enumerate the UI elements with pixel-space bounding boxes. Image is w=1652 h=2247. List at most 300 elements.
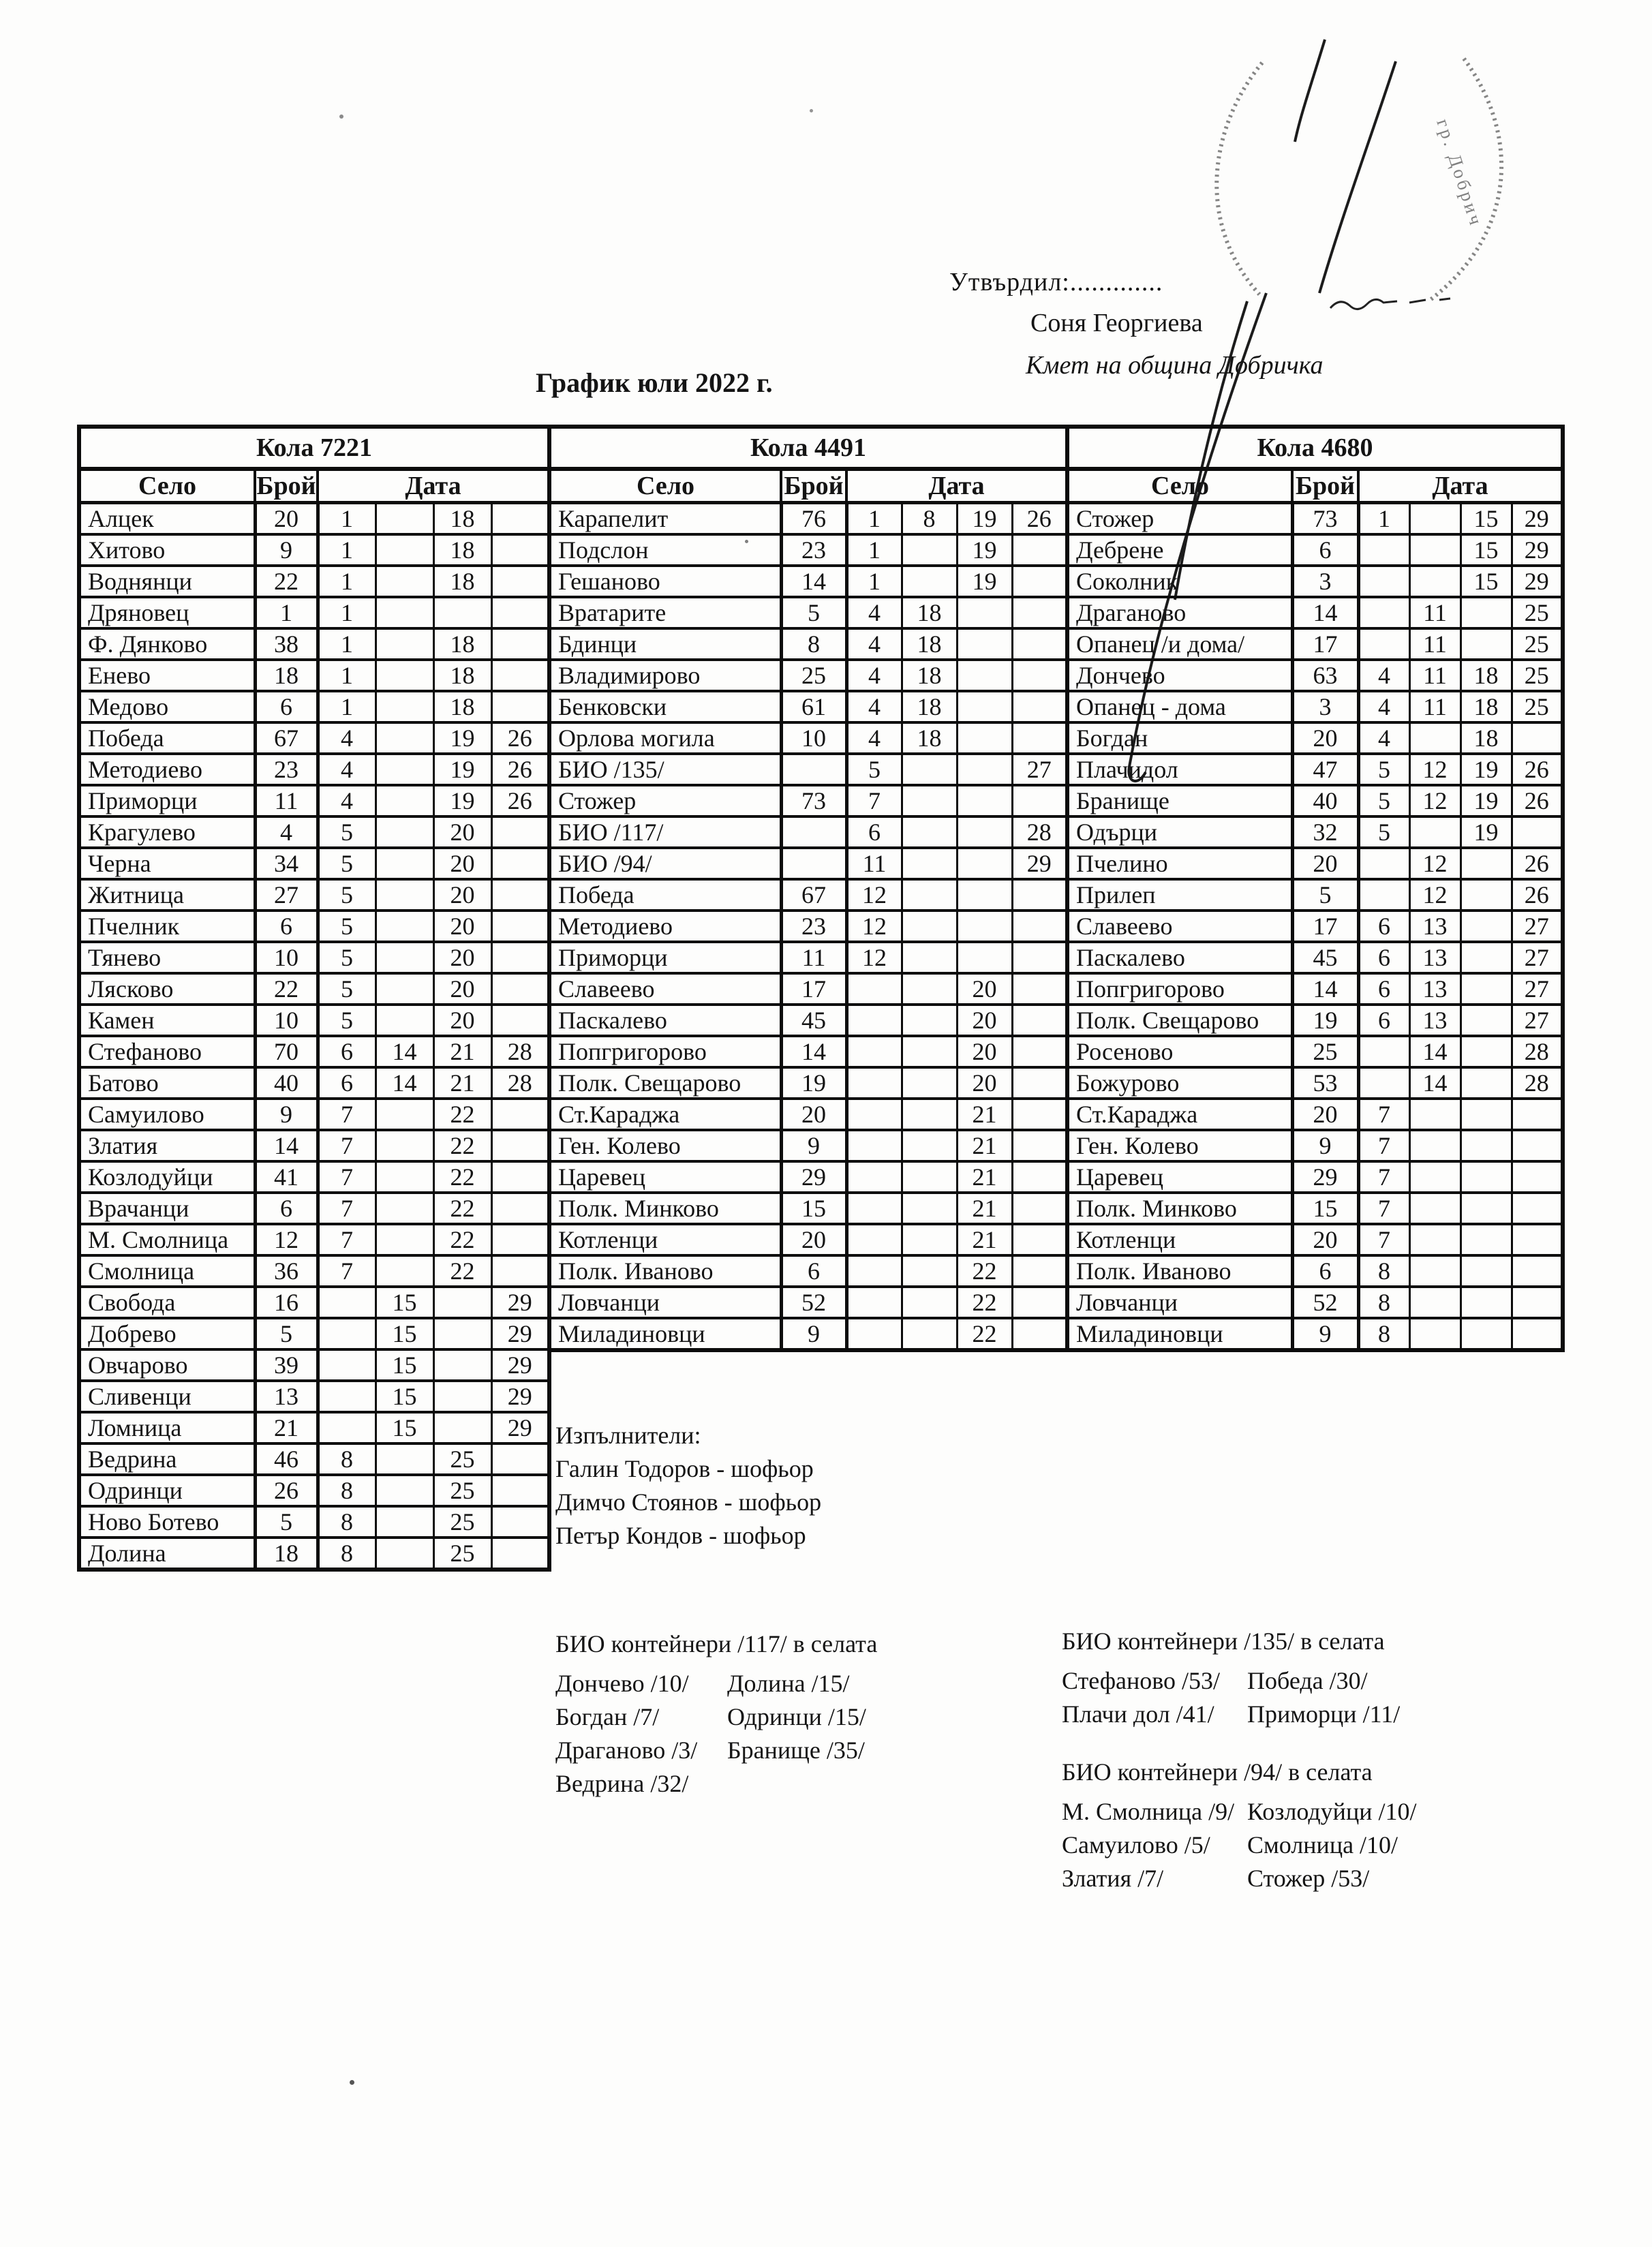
- date-cell: 1: [846, 534, 902, 566]
- schedule-table-kola-7221: [77, 425, 551, 1572]
- date-cell: 8: [1358, 1255, 1409, 1287]
- date-cell: [491, 691, 549, 722]
- table-row: [549, 1067, 1067, 1099]
- count-cell: 29: [1292, 1161, 1358, 1193]
- date-cell: 21: [957, 1161, 1012, 1193]
- village-cell: Полк. Минково: [1067, 1193, 1292, 1224]
- table-row: [79, 1475, 549, 1506]
- date-cell: 4: [846, 660, 902, 691]
- date-cell: 4: [1358, 660, 1409, 691]
- date-cell: [376, 1506, 433, 1538]
- date-cell: 19: [957, 503, 1012, 535]
- date-cell: [491, 597, 549, 628]
- date-cell: 21: [957, 1193, 1012, 1224]
- executors-heading: Изпълнители:: [555, 1422, 701, 1449]
- count-cell: 6: [255, 1193, 318, 1224]
- date-cell: 28: [1012, 816, 1067, 848]
- date-cell: [1012, 691, 1067, 722]
- table-row: [1067, 785, 1563, 816]
- date-cell: [1012, 1005, 1067, 1036]
- date-cell: [376, 660, 433, 691]
- count-cell: 14: [1292, 597, 1358, 628]
- date-cell: 20: [433, 911, 491, 942]
- village-cell: Победа: [549, 879, 781, 911]
- date-cell: [957, 816, 1012, 848]
- date-cell: [1012, 566, 1067, 597]
- table-row: [1067, 754, 1563, 785]
- bio-village-count: Долина /15/: [727, 1670, 850, 1697]
- date-cell: [491, 1005, 549, 1036]
- count-cell: 76: [781, 503, 846, 535]
- village-cell: Полк. Свещарово: [549, 1067, 781, 1099]
- scan-speck: [339, 114, 343, 119]
- village-cell: Плачидол: [1067, 754, 1292, 785]
- date-cell: [376, 691, 433, 722]
- date-cell: 1: [318, 534, 376, 566]
- bio-village-count: Бранище /35/: [727, 1737, 865, 1764]
- table-row: [549, 911, 1067, 942]
- village-cell: Паскалево: [549, 1005, 781, 1036]
- date-cell: [1460, 1318, 1512, 1350]
- village-cell: Прилеп: [1067, 879, 1292, 911]
- table-row: [79, 1381, 549, 1412]
- village-cell: Приморци: [549, 942, 781, 973]
- date-cell: 21: [433, 1036, 491, 1067]
- bio-village-count: Стефаново /53/: [1062, 1667, 1221, 1694]
- count-cell: 9: [255, 1099, 318, 1130]
- date-cell: [957, 848, 1012, 879]
- date-cell: [433, 597, 491, 628]
- village-cell: Тянево: [79, 942, 255, 973]
- date-cell: [902, 1099, 957, 1130]
- date-cell: 19: [433, 722, 491, 754]
- count-cell: 14: [781, 1036, 846, 1067]
- table-row: [1067, 1255, 1563, 1287]
- date-cell: [491, 1099, 549, 1130]
- count-cell: 5: [255, 1506, 318, 1538]
- date-cell: [491, 1475, 549, 1506]
- date-cell: 1: [318, 503, 376, 535]
- date-cell: 7: [318, 1161, 376, 1193]
- date-cell: [376, 1443, 433, 1475]
- count-cell: 19: [1292, 1005, 1358, 1036]
- table-title-row: [79, 427, 549, 469]
- table-row: [1067, 1161, 1563, 1193]
- table-row: [79, 942, 549, 973]
- date-cell: [1460, 1036, 1512, 1067]
- stamp-arc-left-icon: [1217, 63, 1262, 294]
- table-row: [549, 973, 1067, 1005]
- table-row: [79, 1161, 549, 1193]
- table-row: [79, 503, 549, 535]
- village-cell: Гешаново: [549, 566, 781, 597]
- date-cell: [1460, 1224, 1512, 1255]
- village-cell: Приморци: [79, 785, 255, 816]
- table-row: [549, 691, 1067, 722]
- table-row: [79, 1287, 549, 1318]
- table-row: [1067, 628, 1563, 660]
- table-row: [1067, 1005, 1563, 1036]
- date-cell: 15: [376, 1287, 433, 1318]
- approver-name: Соня Георгиева: [1030, 309, 1203, 337]
- date-cell: [1512, 1224, 1563, 1255]
- village-cell: Методиево: [79, 754, 255, 785]
- count-cell: 12: [255, 1224, 318, 1255]
- date-cell: [902, 785, 957, 816]
- village-cell: Полк. Иваново: [1067, 1255, 1292, 1287]
- village-cell: Пчелник: [79, 911, 255, 942]
- table-title-row: [549, 427, 1067, 469]
- date-cell: 4: [318, 754, 376, 785]
- date-cell: [318, 1349, 376, 1381]
- village-cell: Паскалево: [1067, 942, 1292, 973]
- village-cell: Одринци: [79, 1475, 255, 1506]
- date-cell: [1460, 911, 1512, 942]
- count-cell: 17: [781, 973, 846, 1005]
- table-row: [1067, 503, 1563, 535]
- table-row: [549, 1224, 1067, 1255]
- table-row: [79, 722, 549, 754]
- date-cell: 28: [1512, 1067, 1563, 1099]
- date-cell: [376, 911, 433, 942]
- table-row: [79, 1036, 549, 1067]
- count-cell: 22: [255, 973, 318, 1005]
- date-cell: 18: [1460, 722, 1512, 754]
- table-row: [79, 785, 549, 816]
- date-cell: 18: [902, 722, 957, 754]
- date-cell: [376, 628, 433, 660]
- date-cell: [1012, 785, 1067, 816]
- date-cell: 29: [1512, 503, 1563, 535]
- count-cell: 16: [255, 1287, 318, 1318]
- village-cell: Одърци: [1067, 816, 1292, 848]
- date-cell: 7: [1358, 1130, 1409, 1161]
- date-cell: 7: [1358, 1224, 1409, 1255]
- date-cell: 11: [1409, 691, 1460, 722]
- table-row: [549, 848, 1067, 879]
- table-row: [1067, 848, 1563, 879]
- count-cell: 14: [255, 1130, 318, 1161]
- count-cell: 39: [255, 1349, 318, 1381]
- date-cell: [1460, 1193, 1512, 1224]
- bio-title-94: БИО контейнери /94/ в селата: [1062, 1758, 1373, 1786]
- date-cell: 6: [318, 1067, 376, 1099]
- date-cell: 14: [376, 1067, 433, 1099]
- date-cell: [1358, 628, 1409, 660]
- date-cell: 12: [846, 942, 902, 973]
- table-row: [549, 503, 1067, 535]
- count-cell: 5: [781, 597, 846, 628]
- village-cell: Росеново: [1067, 1036, 1292, 1067]
- village-cell: Подслон: [549, 534, 781, 566]
- date-cell: [846, 1130, 902, 1161]
- village-cell: Царевец: [549, 1161, 781, 1193]
- table-title-row: [1067, 427, 1563, 469]
- date-cell: 4: [1358, 722, 1409, 754]
- date-cell: [376, 1255, 433, 1287]
- count-cell: 23: [781, 534, 846, 566]
- village-cell: Карапелит: [549, 503, 781, 535]
- table-row: [79, 534, 549, 566]
- village-cell: Самуилово: [79, 1099, 255, 1130]
- village-cell: Лясково: [79, 973, 255, 1005]
- table-row: [549, 1036, 1067, 1067]
- table-row: [549, 1005, 1067, 1036]
- table-row: [1067, 1036, 1563, 1067]
- bio-block-135: [1062, 1625, 1400, 1731]
- date-cell: [846, 1224, 902, 1255]
- date-cell: 25: [433, 1538, 491, 1570]
- date-cell: [1460, 1005, 1512, 1036]
- count-cell: 36: [255, 1255, 318, 1287]
- date-cell: 25: [433, 1443, 491, 1475]
- date-cell: [846, 1193, 902, 1224]
- date-cell: 7: [846, 785, 902, 816]
- table-title: Кола 7221: [79, 427, 549, 469]
- date-cell: [1012, 722, 1067, 754]
- date-cell: 19: [433, 785, 491, 816]
- date-cell: [957, 722, 1012, 754]
- date-cell: [957, 879, 1012, 911]
- table-row: [79, 973, 549, 1005]
- village-cell: Долина: [79, 1538, 255, 1570]
- village-cell: Царевец: [1067, 1161, 1292, 1193]
- date-cell: 26: [491, 785, 549, 816]
- date-cell: 20: [957, 1005, 1012, 1036]
- bio-village-count: Стожер /53/: [1247, 1865, 1370, 1892]
- date-cell: [376, 848, 433, 879]
- date-cell: [1512, 1287, 1563, 1318]
- count-cell: 20: [1292, 1099, 1358, 1130]
- village-cell: Овчарово: [79, 1349, 255, 1381]
- date-cell: [433, 1287, 491, 1318]
- date-cell: [1409, 1130, 1460, 1161]
- date-cell: [902, 534, 957, 566]
- date-cell: [376, 1005, 433, 1036]
- date-cell: 20: [433, 942, 491, 973]
- village-cell: БИО /94/: [549, 848, 781, 879]
- date-cell: 20: [433, 848, 491, 879]
- table-row: [1067, 879, 1563, 911]
- executor-line: Галин Тодоров - шофьор: [555, 1455, 814, 1482]
- date-cell: 8: [318, 1475, 376, 1506]
- date-cell: 26: [1512, 879, 1563, 911]
- table-row: [79, 1005, 549, 1036]
- date-cell: [376, 879, 433, 911]
- date-cell: [1512, 816, 1563, 848]
- table-row: [549, 785, 1067, 816]
- date-cell: [376, 1538, 433, 1570]
- date-cell: 14: [1409, 1036, 1460, 1067]
- table-row: [79, 754, 549, 785]
- village-cell: Ловчанци: [1067, 1287, 1292, 1318]
- date-cell: [318, 1318, 376, 1349]
- date-cell: 29: [491, 1318, 549, 1349]
- date-cell: 13: [1409, 1005, 1460, 1036]
- date-cell: 20: [433, 973, 491, 1005]
- count-cell: 27: [255, 879, 318, 911]
- table-row: [79, 816, 549, 848]
- bio-village-count: М. Смолница /9/: [1062, 1798, 1235, 1825]
- village-cell: Полк. Иваново: [549, 1255, 781, 1287]
- table-row: [79, 628, 549, 660]
- approver-title: Кмет на община Добричка: [1026, 351, 1324, 380]
- table-row: [1067, 566, 1563, 597]
- table-title: Кола 4491: [549, 427, 1067, 469]
- count-cell: 19: [781, 1067, 846, 1099]
- date-cell: [1012, 1224, 1067, 1255]
- col-header-village: Село: [79, 469, 255, 503]
- count-cell: 47: [1292, 754, 1358, 785]
- count-cell: 67: [255, 722, 318, 754]
- date-cell: 20: [433, 1005, 491, 1036]
- date-cell: [902, 1318, 957, 1350]
- date-cell: [1358, 848, 1409, 879]
- date-cell: 12: [1409, 754, 1460, 785]
- date-cell: [376, 942, 433, 973]
- date-cell: [1012, 1161, 1067, 1193]
- date-cell: 15: [1460, 534, 1512, 566]
- date-cell: [491, 848, 549, 879]
- date-cell: 21: [957, 1130, 1012, 1161]
- date-cell: [1460, 942, 1512, 973]
- date-cell: 7: [318, 1193, 376, 1224]
- date-cell: 25: [1512, 660, 1563, 691]
- village-cell: Енево: [79, 660, 255, 691]
- date-cell: 6: [1358, 973, 1409, 1005]
- count-cell: 52: [781, 1287, 846, 1318]
- date-cell: [1409, 1287, 1460, 1318]
- date-cell: [1512, 1099, 1563, 1130]
- col-header-count: Брой: [781, 469, 846, 503]
- date-cell: 20: [957, 973, 1012, 1005]
- date-cell: [846, 1318, 902, 1350]
- date-cell: 4: [318, 722, 376, 754]
- village-cell: Миладиновци: [1067, 1318, 1292, 1350]
- bio-village-count: Плачи дол /41/: [1062, 1700, 1214, 1728]
- table-row: [1067, 1224, 1563, 1255]
- date-cell: 22: [433, 1130, 491, 1161]
- table-row: [79, 1099, 549, 1130]
- date-cell: 5: [318, 973, 376, 1005]
- table-row: [1067, 1287, 1563, 1318]
- village-cell: Дряновец: [79, 597, 255, 628]
- date-cell: [846, 1287, 902, 1318]
- date-cell: 21: [957, 1224, 1012, 1255]
- table-row: [1067, 942, 1563, 973]
- date-cell: [1409, 1099, 1460, 1130]
- count-cell: 20: [255, 503, 318, 535]
- date-cell: 25: [433, 1506, 491, 1538]
- count-cell: 23: [781, 911, 846, 942]
- col-header-village: Село: [549, 469, 781, 503]
- date-cell: [1409, 1255, 1460, 1287]
- date-cell: [433, 1318, 491, 1349]
- date-cell: 22: [433, 1224, 491, 1255]
- date-cell: 4: [846, 722, 902, 754]
- count-cell: 73: [1292, 503, 1358, 535]
- date-cell: 26: [1012, 503, 1067, 535]
- date-cell: 11: [846, 848, 902, 879]
- date-cell: [957, 754, 1012, 785]
- count-cell: 8: [781, 628, 846, 660]
- date-cell: 5: [846, 754, 902, 785]
- date-cell: [1409, 1224, 1460, 1255]
- date-cell: 6: [1358, 942, 1409, 973]
- date-cell: 8: [318, 1538, 376, 1570]
- date-cell: [1012, 1067, 1067, 1099]
- count-cell: 5: [1292, 879, 1358, 911]
- count-cell: 45: [781, 1005, 846, 1036]
- bio-block-94: [1062, 1756, 1416, 1895]
- date-cell: [491, 566, 549, 597]
- date-cell: [1460, 879, 1512, 911]
- date-cell: [957, 942, 1012, 973]
- table-row: [79, 691, 549, 722]
- date-cell: [491, 628, 549, 660]
- date-cell: [1012, 1130, 1067, 1161]
- pen-flourish-short-icon: [1295, 40, 1325, 142]
- date-cell: [491, 879, 549, 911]
- date-cell: 27: [1512, 973, 1563, 1005]
- village-cell: Ломница: [79, 1412, 255, 1443]
- date-cell: 5: [1358, 816, 1409, 848]
- date-cell: [957, 911, 1012, 942]
- date-cell: [1012, 1099, 1067, 1130]
- village-cell: Бдинци: [549, 628, 781, 660]
- date-cell: [902, 1005, 957, 1036]
- date-cell: [433, 1349, 491, 1381]
- village-cell: Бенковски: [549, 691, 781, 722]
- date-cell: [491, 1224, 549, 1255]
- date-cell: 26: [491, 722, 549, 754]
- table-row: [549, 816, 1067, 848]
- table-title: Кола 4680: [1067, 427, 1563, 469]
- date-cell: 29: [491, 1287, 549, 1318]
- date-cell: 5: [318, 942, 376, 973]
- table-row: [79, 879, 549, 911]
- village-cell: Ген. Колево: [1067, 1130, 1292, 1161]
- date-cell: [1409, 534, 1460, 566]
- date-cell: [1409, 1318, 1460, 1350]
- date-cell: [1358, 534, 1409, 566]
- date-cell: 6: [1358, 1005, 1409, 1036]
- table-row: [549, 628, 1067, 660]
- date-cell: 1: [318, 691, 376, 722]
- village-cell: Стожер: [1067, 503, 1292, 535]
- bio-village-count: Смолница /10/: [1247, 1831, 1398, 1859]
- date-cell: 1: [318, 660, 376, 691]
- village-cell: Алцек: [79, 503, 255, 535]
- date-cell: 28: [491, 1067, 549, 1099]
- table-row: [1067, 660, 1563, 691]
- date-cell: 8: [1358, 1287, 1409, 1318]
- date-cell: [902, 1036, 957, 1067]
- date-cell: [902, 1255, 957, 1287]
- village-cell: Дебрене: [1067, 534, 1292, 566]
- date-cell: [1460, 1130, 1512, 1161]
- bio-village-count: Приморци /11/: [1247, 1700, 1401, 1728]
- date-cell: [491, 1193, 549, 1224]
- count-cell: 46: [255, 1443, 318, 1475]
- date-cell: 20: [433, 816, 491, 848]
- table-row: [549, 1130, 1067, 1161]
- village-cell: Победа: [79, 722, 255, 754]
- date-cell: 27: [1512, 942, 1563, 973]
- date-cell: 29: [1512, 566, 1563, 597]
- date-cell: [318, 1412, 376, 1443]
- village-cell: Камен: [79, 1005, 255, 1036]
